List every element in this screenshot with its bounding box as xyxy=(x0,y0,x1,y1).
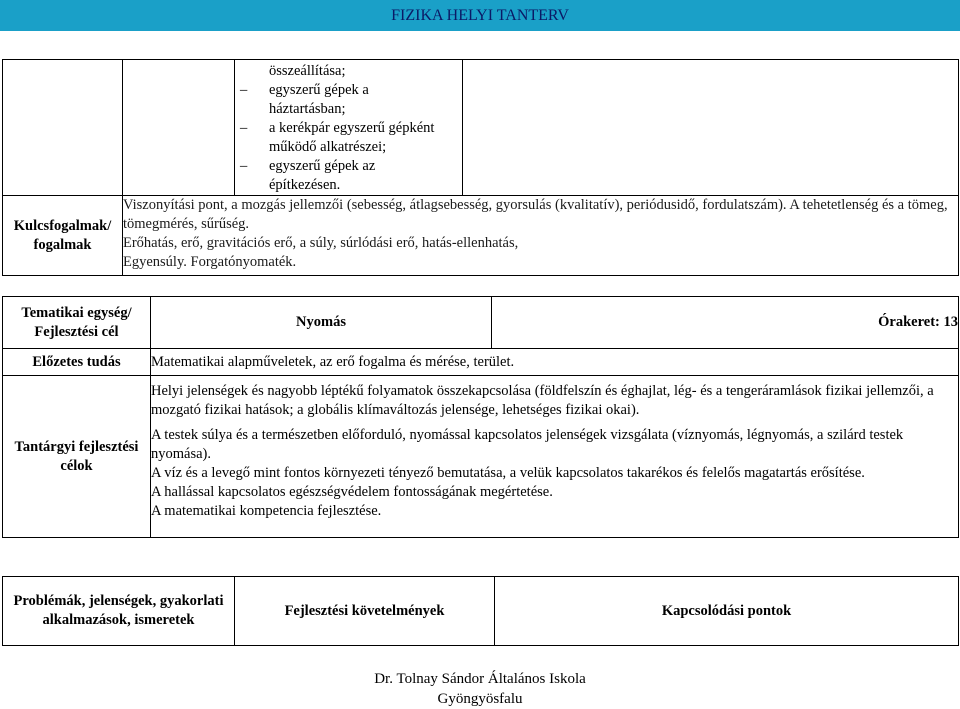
document-header xyxy=(0,0,960,31)
empty-cell xyxy=(123,60,235,196)
school-name: Dr. Tolnay Sándor Általános Iskola xyxy=(374,671,586,687)
machine-list-item: építkezésen. xyxy=(269,177,341,193)
kulcs-line: Viszonyítási pont, a mozgás jellemzői (sebesség, átlagsebesség, gyorsulás (kvalitatív), periódusidő, fordulatszám). A tehetetlenség és a tömeg, tömegmérés, sűrűség. xyxy=(123,197,948,232)
school-footer xyxy=(0,669,960,709)
machine-list-item: háztartásban; xyxy=(269,101,346,117)
celok-paragraph: A hallással kapcsolatos egészségvédelem fontosságának megértetése. xyxy=(151,484,553,500)
elozetes-tudas-label: Előzetes tudás xyxy=(3,349,151,376)
machine-list-item: – a kerékpár egyszerű gépként xyxy=(269,119,462,138)
elozetes-tudas-content: Matematikai alapműveletek, az erő fogalma és mérése, terület. xyxy=(151,349,959,376)
machine-list-item: – egyszerű gépek a xyxy=(269,81,462,100)
machine-list-item: összeállítása; xyxy=(269,63,346,79)
orakeret: Órakeret: 13 xyxy=(492,297,959,349)
machine-list-item: működő alkatrészei; xyxy=(269,139,387,155)
kulcs-line: Egyensúly. Forgatónyomaték. xyxy=(123,254,297,270)
school-location: Gyöngyösfalu xyxy=(437,691,523,707)
unit-table xyxy=(2,296,959,538)
simple-machines-list xyxy=(235,62,462,195)
fejlesztesi-kovetelmenyek-header: Fejlesztési követelmények xyxy=(235,577,495,646)
machines-list-cell xyxy=(235,60,463,196)
curriculum-table-top xyxy=(2,59,959,276)
requirements-header-table xyxy=(2,576,959,646)
unit-title: Nyomás xyxy=(151,297,492,349)
celok-paragraph: A testek súlya és a természetben előforduló, nyomással kapcsolatos jelenségek vizsgálata (víznyomás, légnyomás, a szilárd testek nyomása). xyxy=(151,427,904,462)
celok-paragraph: Helyi jelenségek és nagyobb léptékű folyamatok összekapcsolása (földfelszín és éghajlat, lég- és a tengeráramlások fizikai jellemzői, a mozgató fizikai hatások; a globális klímaváltozás jelensége, lehetséges fizikai okai). xyxy=(151,383,934,418)
empty-label-cell xyxy=(3,60,123,196)
fejlesztesi-celok-content xyxy=(151,376,959,538)
celok-paragraph: A matematikai kompetencia fejlesztése. xyxy=(151,503,382,519)
tematikai-egyseg-label: Tematikai egység/ Fejlesztési cél xyxy=(3,297,151,349)
celok-paragraph: A víz és a levegő mint fontos környezeti tényező bemutatása, a velük kapcsolatos takarékos és felelős magatartás erősítése. xyxy=(151,465,865,481)
fejlesztesi-celok-label: Tantárgyi fejlesztési célok xyxy=(3,376,151,538)
document-title: FIZIKA HELYI TANTERV xyxy=(391,7,569,24)
kulcs-line: Erőhatás, erő, gravitációs erő, a súly, súrlódási erő, hatás-ellenhatás, xyxy=(123,235,519,251)
machine-list-item: – egyszerű gépek az xyxy=(269,157,462,176)
kulcsfogalmak-content xyxy=(123,196,959,276)
kapcsolodasi-pontok-header: Kapcsolódási pontok xyxy=(495,577,959,646)
empty-cell xyxy=(463,60,959,196)
kulcsfogalmak-label: Kulcsfogalmak/ fogalmak xyxy=(3,196,123,276)
problemak-header: Problémák, jelenségek, gyakorlati alkalmazások, ismeretek xyxy=(3,577,235,646)
